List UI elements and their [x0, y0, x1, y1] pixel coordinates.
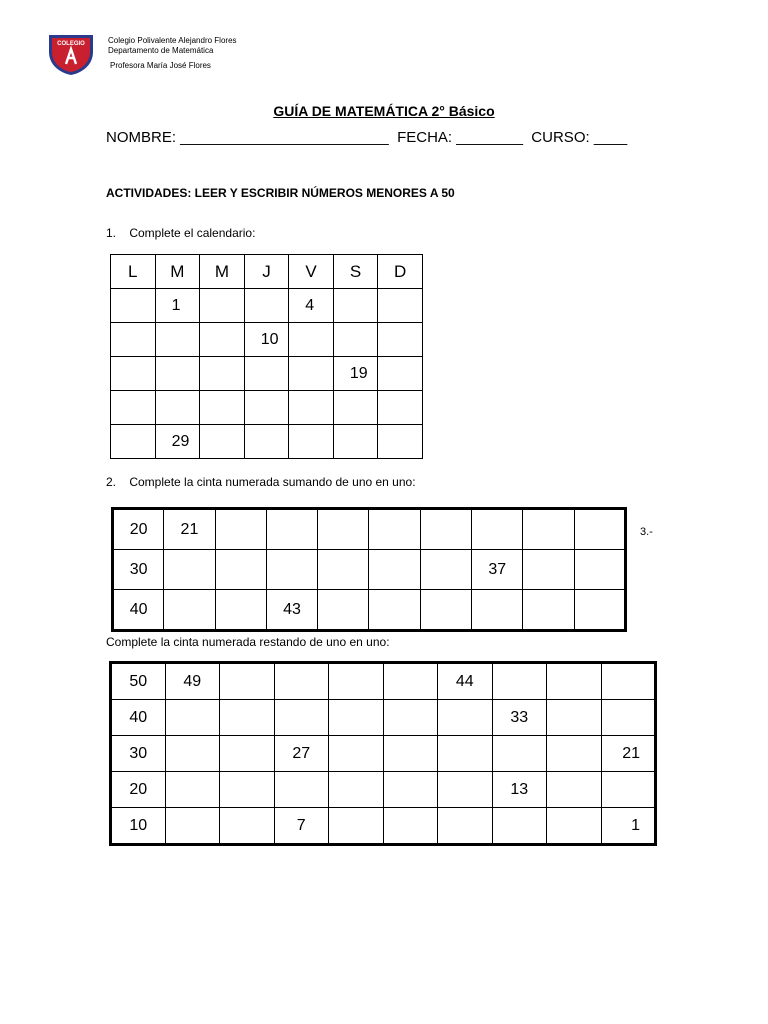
- tape-sub-cell: [274, 772, 329, 808]
- tape-add-cell: 21: [164, 509, 215, 550]
- school-logo: [46, 32, 96, 76]
- page-title: GUÍA DE MATEMÁTICA 2° Básico: [273, 103, 495, 119]
- teacher-name: Profesora María José Flores: [110, 61, 211, 70]
- tape-add-cell: [420, 550, 471, 590]
- tape-add-cell: [523, 509, 574, 550]
- tape-add-row: [113, 590, 626, 631]
- calendar-day-header: M: [155, 255, 200, 289]
- tape-sub-cell: 27: [274, 736, 329, 772]
- calendar-day-header: M: [200, 255, 245, 289]
- tape-sub-cell: [492, 808, 547, 845]
- calendar-cell: [378, 391, 423, 425]
- tape-sub-cell: [220, 700, 275, 736]
- tape-sub-cell: [438, 700, 493, 736]
- tape-sub-row: [111, 808, 656, 845]
- calendar-cell: [289, 425, 334, 459]
- tape-sub-cell: [165, 736, 220, 772]
- tape-add-cell: [472, 590, 523, 631]
- tape-sub-cell: [547, 736, 602, 772]
- tape-add-cell: 37: [472, 550, 523, 590]
- tape-sub-cell: [383, 772, 438, 808]
- calendar-cell: [200, 323, 245, 357]
- calendar-cell: [155, 323, 200, 357]
- tape-add-cell: 20: [113, 509, 164, 550]
- question-1-label: 1. Complete el calendario:: [106, 226, 256, 240]
- calendar-cell: [111, 391, 156, 425]
- calendar-cell: [111, 289, 156, 323]
- calendar-cell: [289, 357, 334, 391]
- tape-add-cell: [574, 550, 625, 590]
- tape-sub-cell: 50: [111, 663, 166, 700]
- number-tape-subtract: [109, 661, 657, 846]
- tape-sub-cell: [220, 772, 275, 808]
- tape-add-cell: 30: [113, 550, 164, 590]
- tape-sub-cell: [220, 736, 275, 772]
- department-name: Departamento de Matemática: [108, 46, 214, 55]
- question-3-number: 3.-: [640, 526, 653, 538]
- tape-sub-cell: [601, 663, 656, 700]
- tape-sub-cell: 49: [165, 663, 220, 700]
- calendar-cell: [244, 425, 289, 459]
- tape-sub-cell: [438, 808, 493, 845]
- tape-sub-cell: [492, 736, 547, 772]
- tape-sub-cell: [601, 700, 656, 736]
- tape-sub-cell: [438, 772, 493, 808]
- tape-sub-cell: 44: [438, 663, 493, 700]
- calendar-table: [110, 254, 423, 459]
- tape-sub-cell: [383, 736, 438, 772]
- tape-sub-cell: [492, 663, 547, 700]
- calendar-header-row: [111, 255, 423, 289]
- calendar-cell: [378, 323, 423, 357]
- student-info-line: NOMBRE: _________________________ FECHA: ________ CURSO: ____: [106, 129, 628, 146]
- calendar-week-row: [111, 391, 423, 425]
- tape-sub-cell: [383, 700, 438, 736]
- school-name: Colegio Polivalente Alejandro Flores: [108, 36, 237, 45]
- calendar-cell: [378, 289, 423, 323]
- calendar-day-header: L: [111, 255, 156, 289]
- calendar-cell: [111, 357, 156, 391]
- tape-add-cell: [369, 550, 420, 590]
- tape-sub-row: [111, 663, 656, 700]
- calendar-cell: [200, 391, 245, 425]
- calendar-cell: [200, 425, 245, 459]
- tape-add-cell: [420, 590, 471, 631]
- calendar-cell: [244, 289, 289, 323]
- tape-sub-cell: [329, 700, 384, 736]
- calendar-cell: 1: [155, 289, 200, 323]
- calendar-cell: [111, 323, 156, 357]
- tape-add-cell: [369, 509, 420, 550]
- tape-add-cell: [266, 509, 317, 550]
- calendar-cell: [333, 391, 378, 425]
- tape-sub-row: [111, 700, 656, 736]
- calendar-week-row: [111, 289, 423, 323]
- calendar-day-header: D: [378, 255, 423, 289]
- number-tape-add: [111, 507, 627, 632]
- calendar-cell: [289, 323, 334, 357]
- tape-add-cell: [164, 590, 215, 631]
- tape-add-cell: [523, 590, 574, 631]
- tape-sub-cell: [329, 736, 384, 772]
- calendar-cell: [155, 391, 200, 425]
- tape-sub-cell: [165, 700, 220, 736]
- calendar-day-header: J: [244, 255, 289, 289]
- question-3-label: Complete la cinta numerada restando de uno en uno:: [106, 635, 390, 649]
- tape-add-cell: [420, 509, 471, 550]
- logo-text: COLEGIO: [57, 41, 85, 47]
- tape-sub-row: [111, 736, 656, 772]
- tape-add-cell: [318, 590, 369, 631]
- tape-add-cell: [523, 550, 574, 590]
- tape-sub-cell: [220, 808, 275, 845]
- tape-add-cell: [472, 509, 523, 550]
- calendar-cell: [289, 391, 334, 425]
- tape-sub-cell: [329, 772, 384, 808]
- tape-sub-cell: [547, 772, 602, 808]
- tape-sub-cell: 7: [274, 808, 329, 845]
- tape-sub-cell: 40: [111, 700, 166, 736]
- tape-sub-cell: 33: [492, 700, 547, 736]
- tape-add-row: [113, 550, 626, 590]
- tape-sub-cell: [329, 663, 384, 700]
- calendar-cell: [155, 357, 200, 391]
- calendar-cell: [378, 425, 423, 459]
- calendar-cell: 10: [244, 323, 289, 357]
- tape-add-cell: 40: [113, 590, 164, 631]
- tape-sub-cell: [547, 663, 602, 700]
- tape-add-cell: [215, 550, 266, 590]
- tape-add-cell: [215, 590, 266, 631]
- tape-sub-cell: [438, 736, 493, 772]
- activities-heading: ACTIVIDADES: LEER Y ESCRIBIR NÚMEROS MENORES A 50: [106, 186, 455, 200]
- tape-sub-cell: [601, 772, 656, 808]
- calendar-day-header: V: [289, 255, 334, 289]
- tape-add-row: [113, 509, 626, 550]
- tape-add-cell: [574, 590, 625, 631]
- tape-add-cell: [266, 550, 317, 590]
- calendar-cell: [111, 425, 156, 459]
- calendar-cell: [244, 357, 289, 391]
- tape-sub-cell: [329, 808, 384, 845]
- tape-add-cell: [574, 509, 625, 550]
- calendar-week-row: [111, 357, 423, 391]
- tape-sub-cell: [165, 808, 220, 845]
- calendar-day-header: S: [333, 255, 378, 289]
- tape-sub-cell: [220, 663, 275, 700]
- calendar-cell: 19: [333, 357, 378, 391]
- calendar-cell: [333, 425, 378, 459]
- calendar-cell: [200, 357, 245, 391]
- calendar-cell: [333, 323, 378, 357]
- calendar-cell: [378, 357, 423, 391]
- tape-add-cell: [164, 550, 215, 590]
- calendar-cell: [244, 391, 289, 425]
- tape-sub-cell: [274, 700, 329, 736]
- tape-add-cell: [215, 509, 266, 550]
- tape-sub-cell: [274, 663, 329, 700]
- calendar-cell: [333, 289, 378, 323]
- tape-sub-cell: 20: [111, 772, 166, 808]
- tape-sub-cell: 30: [111, 736, 166, 772]
- tape-sub-cell: 13: [492, 772, 547, 808]
- calendar-cell: 29: [155, 425, 200, 459]
- question-2-label: 2. Complete la cinta numerada sumando de uno en uno:: [106, 475, 416, 489]
- tape-add-cell: [318, 509, 369, 550]
- calendar-week-row: [111, 425, 423, 459]
- tape-sub-row: [111, 772, 656, 808]
- tape-sub-cell: [383, 663, 438, 700]
- calendar-cell: 4: [289, 289, 334, 323]
- tape-add-cell: [369, 590, 420, 631]
- tape-sub-cell: [547, 700, 602, 736]
- tape-sub-cell: [383, 808, 438, 845]
- tape-add-cell: 43: [266, 590, 317, 631]
- tape-sub-cell: [547, 808, 602, 845]
- tape-add-cell: [318, 550, 369, 590]
- calendar-week-row: [111, 323, 423, 357]
- tape-sub-cell: 21: [601, 736, 656, 772]
- tape-sub-cell: [165, 772, 220, 808]
- tape-sub-cell: 1: [601, 808, 656, 845]
- calendar-cell: [200, 289, 245, 323]
- tape-sub-cell: 10: [111, 808, 166, 845]
